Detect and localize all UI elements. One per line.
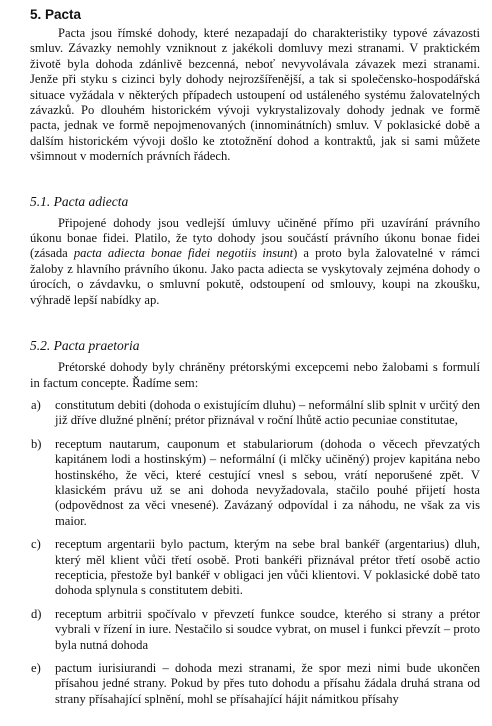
section-pacta-adiecta — [30, 194, 480, 308]
list-item-text: receptum argentarii bylo pactum, kterým na sebe bral bankéř (argentarius) dluh, který měl klient vůči třetí osobě. Proti bankéři přiznával prétor třetí osobě actio recepticia, přestože byl bankéř v obligaci jen vůči klientovi. V poklasické době tato dohoda splynula s constitutem debiti. — [55, 537, 480, 598]
subsection-paragraph — [30, 216, 480, 308]
list-item-text: constitutum debiti (dohoda o existujícím dluhu) – neformální slib splnit v určitý den již dříve dlužné plnění; prétor přiznával v roční lhůtě actio pecuniae constitutae, — [55, 397, 480, 428]
list-item — [30, 537, 480, 599]
pacta-list — [30, 398, 480, 707]
section-pacta — [30, 7, 480, 165]
list-marker: a) — [31, 397, 41, 412]
latin-maxim: pacta adiecta bonae fidei negotiis insunt — [73, 246, 294, 261]
list-item-text: receptum nautarum, cauponum et stabulariorum (dohoda o věcech převzatých kapitánem lodi a hostinským) – neformální (i mlčky učiněný) projev kapitána nebo hostinského, že věci, které cestující vnesl s sebou, vrátí neporušené zpět. V klasickém právu už se ani dohoda nevyžadovala, stačilo pouhé přijetí hosta (odpovědnost za věci vnesené). Zavázaný odpovídal i za náhodu, ne však za vis maior. — [55, 436, 480, 528]
section-heading: 5. Pacta — [30, 7, 82, 22]
list-marker: e) — [31, 661, 41, 675]
list-marker: c) — [31, 537, 41, 552]
list-item-text: receptum arbitrii spočívalo v převzetí funkce soudce, kterého si strany a prétor vybrali v řízení in iure. Nestačilo si soudce vybrat, on musel i funkci převzít – proto byla nutná dohoda — [55, 606, 480, 652]
list-item-text: pactum iurisiurandi – dohoda mezi stranami, že spor mezi nimi bude ukončen přísahou jedné strany. Pokud by přes tuto dohodu a přísahu žádala druhá strana od strany přísahající splnění, mohl se přísahající hájit námitkou přísahy — [55, 661, 480, 706]
subsection-heading: 5.2. Pacta praetoria — [30, 338, 140, 354]
subsection-intro: Prétorské dohody byly chráněny prétorskými excepcemi nebo žalobami s formulí in factum concepte. Řadíme sem: — [30, 360, 480, 390]
list-item — [30, 437, 480, 529]
list-marker: d) — [31, 606, 42, 621]
subsection-heading: 5.1. Pacta adiecta — [30, 193, 129, 209]
section-paragraph: Pacta jsou římské dohody, které nezapadají do charakteristiky typové závazosti smluv. Závazky nemohly vzniknout z jakékoli domluvy mezi stranami. V praktickém životě byla dohoda zdánlivě bezcenná, neboť nevyvolávala závazek mezi stranami. Jenže při styku s cizinci byly dohody nejrozšířenější, a tak si společensko-hospodářská situace vyžádala v některých případech ustoupení od ustáleného systému žalovatelných závazků. Po dlouhém historickém vývoji vykrystalizovaly dohody jednak ve formě pacta, jednak ve formě nepojmenovaných (innominátních) smluv. V poklasické době a dalším historickém vývoji došlo ke ztotožnění dohod a kontraktů, jak si sami můžete všimnout v moderních právních řádech. — [30, 26, 480, 164]
paragraph-text: Připojené dohody jsou vedlejší úmluvy učiněné přímo při uzavírání právního úkonu bonae fidei. Platilo, že tyto dohody jsou součástí právního úkonu bonae fidei (zásada — [30, 215, 480, 261]
paragraph-text: ) a proto byla žalovatelné v rámci žaloby z hlavního právního úkonu. Jako pacta adiecta se vyskytovaly zejména dohody o úrocích, o závdavku, o smluvní pokutě, odstoupení od smlouvy, koupi na zkoušku, výhradě lepší nabídky ap. — [30, 246, 480, 307]
list-item — [30, 607, 480, 653]
list-item — [30, 398, 480, 429]
list-marker: b) — [31, 436, 42, 451]
section-pacta-praetoria — [30, 338, 480, 707]
list-item — [30, 661, 480, 707]
